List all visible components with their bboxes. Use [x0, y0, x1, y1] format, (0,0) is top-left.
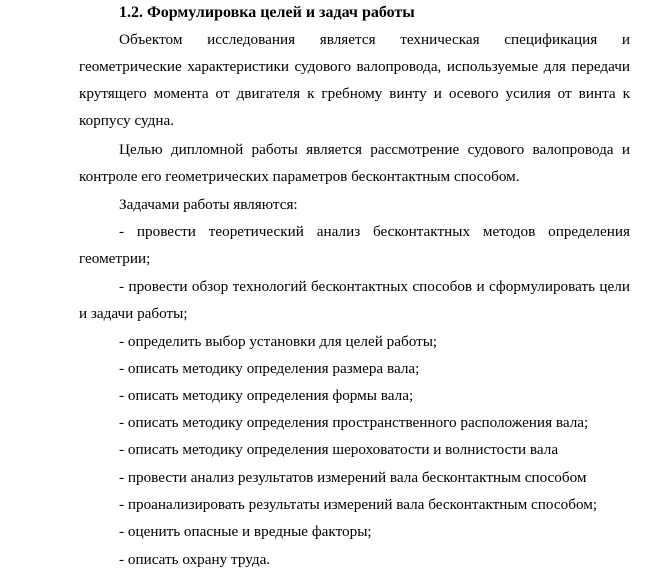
task-item-technology-review: - провести обзор технологий бесконтактных способов и сформулировать цели и задачи работы;: [79, 278, 630, 322]
task-item: - описать методику определения пространственного расположения вала;: [119, 414, 589, 431]
task-item: - описать методику определения формы вала;: [119, 387, 414, 404]
task-item: - оценить опасные и вредные факторы;: [119, 523, 372, 540]
goal-paragraph: Целью дипломной работы является рассмотрение судового валопровода и контроле его геометрических параметров бесконтактным способом.: [79, 141, 630, 185]
task-item: - описать охрану труда.: [119, 551, 271, 568]
task-item: - описать методику определения размера вала;: [119, 360, 420, 377]
task-item-theoretical-analysis: - провести теоретический анализ бесконтактных методов определения геометрии;: [79, 223, 630, 267]
task-item: - провести анализ результатов измерений вала бесконтактным способом: [119, 469, 587, 486]
object-paragraph: Объектом исследования является техническая спецификация и геометрические характеристики судового валопровода, используемые для передачи крутящего момента от двигателя к гребному винту и осевого усилия от винта к корпусу судна.: [79, 31, 630, 129]
task-item: - описать методику определения шероховатости и волнистости вала: [119, 441, 559, 458]
tasks-intro: Задачами работы являются:: [119, 196, 298, 213]
section-heading: 1.2. Формулировка целей и задач работы: [119, 4, 415, 21]
task-item: - проанализировать результаты измерений вала бесконтактным способом;: [119, 496, 598, 513]
task-item: - определить выбор установки для целей работы;: [119, 333, 438, 350]
